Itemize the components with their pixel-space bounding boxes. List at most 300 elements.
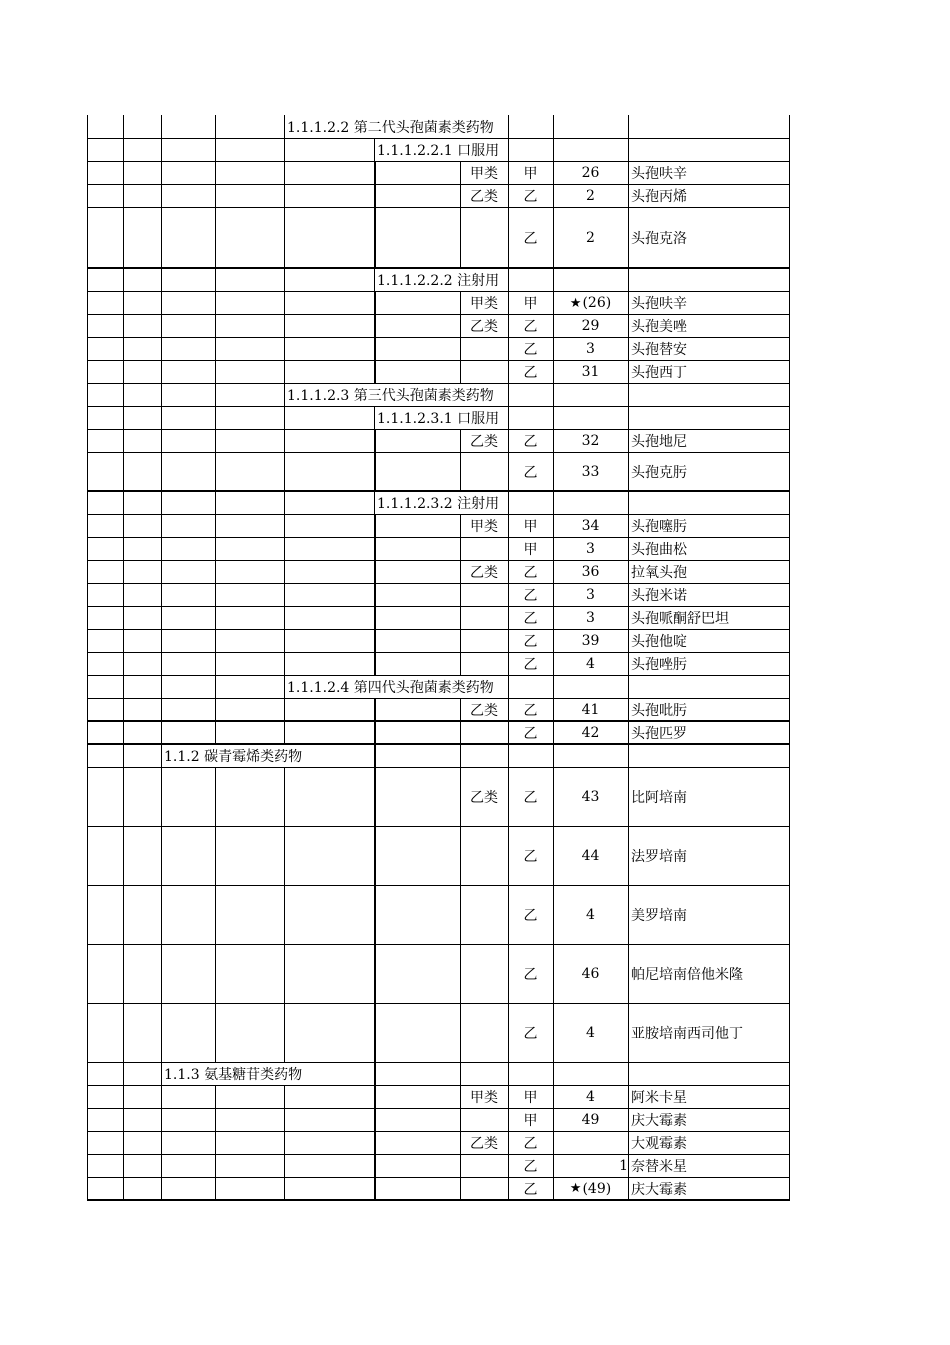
grid-line xyxy=(87,115,88,138)
category-cell: 甲类 xyxy=(470,296,498,312)
category-cell: 甲类 xyxy=(470,1090,498,1106)
code-cell xyxy=(553,886,628,944)
grid-line xyxy=(123,630,124,652)
grid-line xyxy=(87,722,88,743)
code-cell xyxy=(553,1086,628,1108)
grid-line xyxy=(553,384,554,406)
grid-line xyxy=(628,269,629,291)
code-cell xyxy=(553,515,628,537)
grid-line xyxy=(215,515,216,537)
grid-line xyxy=(553,676,554,698)
code-cell xyxy=(553,827,628,885)
drug-name-cell: 亚胺培南西司他丁 xyxy=(629,1004,743,1062)
grid-line xyxy=(374,699,376,720)
grid-line xyxy=(215,269,216,291)
grid-line xyxy=(87,361,88,383)
grid-line xyxy=(87,208,88,267)
drug-name-cell: 头孢呋辛 xyxy=(629,162,687,184)
table-row xyxy=(87,584,790,607)
code-value: 34 xyxy=(581,518,600,534)
grid-line xyxy=(161,162,162,184)
grid-line xyxy=(789,653,790,675)
category-cell: 乙类 xyxy=(470,434,498,450)
grid-line xyxy=(87,561,88,583)
level-cell: 甲 xyxy=(523,519,538,535)
grid-line xyxy=(123,945,124,1003)
table-row xyxy=(87,945,790,1004)
grid-line xyxy=(789,139,790,161)
grid-line xyxy=(161,384,162,406)
grid-line xyxy=(374,292,376,314)
drug-name-cell: 头孢呋辛 xyxy=(629,292,687,314)
grid-line xyxy=(374,722,376,743)
grid-line xyxy=(123,538,124,560)
category-cell: 乙类 xyxy=(470,565,498,581)
grid-line xyxy=(123,722,124,743)
grid-line xyxy=(123,185,124,207)
grid-line xyxy=(374,827,376,885)
grid-line xyxy=(123,1063,124,1085)
grid-line xyxy=(87,1178,88,1199)
level-cell: 乙 xyxy=(523,790,538,806)
grid-line xyxy=(789,185,790,207)
grid-line xyxy=(789,886,790,944)
drug-name-cell: 头孢吡肟 xyxy=(629,699,687,720)
level-cell: 乙 xyxy=(523,657,538,673)
grid-line xyxy=(161,699,162,720)
grid-line xyxy=(789,1109,790,1131)
grid-line xyxy=(123,1004,124,1062)
drug-name-cell: 头孢唑肟 xyxy=(629,653,687,675)
grid-line xyxy=(789,515,790,537)
section-heading: 1.1.1.2.3 第三代头孢菌素类药物 xyxy=(285,384,494,406)
grid-line xyxy=(789,430,790,452)
grid-line xyxy=(284,315,285,337)
drug-name-cell: 头孢丙烯 xyxy=(629,185,687,207)
code-cell xyxy=(553,1132,628,1154)
table-row xyxy=(87,208,790,269)
table-row xyxy=(87,515,790,538)
grid-line xyxy=(374,515,376,537)
grid-line xyxy=(284,1086,285,1108)
grid-line xyxy=(460,722,461,743)
grid-line xyxy=(374,162,376,184)
grid-line xyxy=(87,185,88,207)
grid-line xyxy=(374,538,376,560)
code-value: 39 xyxy=(581,633,600,649)
table-row xyxy=(87,1132,790,1155)
code-cell xyxy=(553,945,628,1003)
code-value: 4 xyxy=(586,656,595,672)
grid-line xyxy=(161,430,162,452)
grid-line xyxy=(284,185,285,207)
grid-line xyxy=(508,745,509,767)
grid-line xyxy=(161,139,162,161)
code-value: 3 xyxy=(586,587,595,603)
code-value: (49) xyxy=(582,1180,612,1197)
grid-line xyxy=(460,1109,461,1131)
level-cell: 乙 xyxy=(523,849,538,865)
grid-line xyxy=(215,1178,216,1199)
section-row xyxy=(87,407,790,430)
grid-line xyxy=(460,208,461,267)
grid-line xyxy=(161,292,162,314)
grid-line xyxy=(215,561,216,583)
grid-line xyxy=(460,538,461,560)
category-cell: 乙类 xyxy=(470,702,498,719)
category-cell: 乙类 xyxy=(470,319,498,335)
grid-line xyxy=(87,768,88,826)
grid-line xyxy=(87,1004,88,1062)
grid-line xyxy=(123,292,124,314)
code-value: 2 xyxy=(586,188,595,204)
drug-name-cell: 头孢曲松 xyxy=(629,538,687,560)
level-cell: 乙 xyxy=(523,634,538,650)
grid-line xyxy=(87,453,88,490)
drug-name-cell: 美罗培南 xyxy=(629,886,687,944)
grid-line xyxy=(215,361,216,383)
grid-line xyxy=(215,430,216,452)
grid-line xyxy=(161,630,162,652)
grid-line xyxy=(628,676,629,698)
grid-line xyxy=(161,1086,162,1108)
code-cell xyxy=(553,699,628,720)
grid-line xyxy=(284,292,285,314)
table-row xyxy=(87,538,790,561)
grid-line xyxy=(508,492,509,514)
drug-name-cell: 奈替米星 xyxy=(629,1155,687,1177)
grid-line xyxy=(87,515,88,537)
code-cell xyxy=(553,315,628,337)
grid-line xyxy=(284,338,285,360)
grid-line xyxy=(215,407,216,429)
level-cell: 乙 xyxy=(523,319,538,335)
level-cell: 甲 xyxy=(523,1113,538,1129)
grid-line xyxy=(508,384,509,406)
code-value: 46 xyxy=(581,966,600,982)
grid-line xyxy=(215,607,216,629)
table-row xyxy=(87,315,790,338)
level-cell: 乙 xyxy=(523,189,538,205)
grid-line xyxy=(789,827,790,885)
section-heading: 1.1.3 氨基糖苷类药物 xyxy=(162,1063,302,1085)
grid-line xyxy=(215,453,216,490)
grid-line xyxy=(284,945,285,1003)
grid-line xyxy=(123,1155,124,1177)
table-row xyxy=(87,630,790,653)
grid-line xyxy=(374,653,376,675)
grid-line xyxy=(284,453,285,490)
grid-line xyxy=(789,208,790,267)
grid-line xyxy=(374,745,376,767)
grid-line xyxy=(215,492,216,514)
grid-line xyxy=(87,945,88,1003)
grid-line xyxy=(374,430,376,452)
category-cell: 甲类 xyxy=(470,166,498,182)
code-value: 32 xyxy=(581,433,600,449)
grid-line xyxy=(789,699,790,720)
grid-line xyxy=(161,676,162,698)
drug-name-cell: 庆大霉素 xyxy=(629,1109,687,1131)
grid-line xyxy=(87,407,88,429)
grid-line xyxy=(87,1109,88,1131)
code-cell xyxy=(553,1004,628,1062)
grid-line xyxy=(215,630,216,652)
code-value: 41 xyxy=(581,701,600,718)
grid-line xyxy=(460,338,461,360)
drug-name-cell: 头孢美唑 xyxy=(629,315,687,337)
grid-line xyxy=(789,630,790,652)
grid-line xyxy=(87,338,88,360)
grid-line xyxy=(87,607,88,629)
grid-line xyxy=(123,653,124,675)
drug-name-cell: 头孢米诺 xyxy=(629,584,687,606)
code-value: 44 xyxy=(581,848,600,864)
grid-line xyxy=(123,384,124,406)
grid-line xyxy=(460,653,461,675)
grid-line xyxy=(284,492,285,514)
level-cell: 乙 xyxy=(523,967,538,983)
level-cell: 乙 xyxy=(523,434,538,450)
grid-line xyxy=(460,745,461,767)
grid-line xyxy=(374,1109,376,1131)
grid-line xyxy=(87,1132,88,1154)
grid-line xyxy=(553,269,554,291)
grid-line xyxy=(87,630,88,652)
level-cell: 乙 xyxy=(523,464,538,481)
grid-line xyxy=(215,722,216,743)
grid-line xyxy=(789,1178,790,1199)
grid-line xyxy=(789,361,790,383)
grid-line xyxy=(789,315,790,337)
grid-line xyxy=(508,139,509,161)
section-row xyxy=(87,115,790,139)
grid-line xyxy=(789,538,790,560)
grid-line xyxy=(215,945,216,1003)
table-row xyxy=(87,561,790,584)
grid-line xyxy=(87,676,88,698)
grid-line xyxy=(161,945,162,1003)
grid-line xyxy=(284,886,285,944)
level-cell: 甲 xyxy=(523,1090,538,1106)
grid-line xyxy=(161,1004,162,1062)
grid-line xyxy=(553,492,554,514)
grid-line xyxy=(284,827,285,885)
table-row xyxy=(87,886,790,945)
section-heading: 1.1.1.2.3.1 口服用 xyxy=(375,407,499,429)
code-cell xyxy=(553,361,628,383)
level-cell: 乙 xyxy=(523,565,538,581)
section-heading: 1.1.1.2.2 第二代头孢菌素类药物 xyxy=(285,115,494,138)
section-row xyxy=(87,1063,790,1086)
grid-line xyxy=(215,1004,216,1062)
code-value: 2 xyxy=(586,229,595,246)
grid-line xyxy=(460,827,461,885)
drug-name-cell: 头孢替安 xyxy=(629,338,687,360)
grid-line xyxy=(284,722,285,743)
grid-line xyxy=(123,269,124,291)
grid-line xyxy=(789,115,790,138)
section-heading: 1.1.2 碳青霉烯类药物 xyxy=(162,745,302,767)
grid-line xyxy=(628,115,629,138)
table-row xyxy=(87,1086,790,1109)
level-cell: 乙 xyxy=(523,342,538,358)
grid-line xyxy=(374,453,376,490)
code-value: 36 xyxy=(581,564,600,580)
grid-line xyxy=(161,561,162,583)
grid-line xyxy=(215,768,216,826)
grid-line xyxy=(215,1155,216,1177)
grid-line xyxy=(284,1004,285,1062)
grid-line xyxy=(123,745,124,767)
grid-line xyxy=(374,338,376,360)
grid-line xyxy=(284,630,285,652)
section-row xyxy=(87,269,790,292)
code-cell xyxy=(553,630,628,652)
grid-line xyxy=(284,430,285,452)
grid-line xyxy=(123,492,124,514)
grid-line xyxy=(460,453,461,490)
grid-line xyxy=(553,407,554,429)
grid-line xyxy=(215,1086,216,1108)
drug-name-cell: 头孢地尼 xyxy=(629,430,687,452)
grid-line xyxy=(123,208,124,267)
code-cell xyxy=(553,208,628,267)
grid-line xyxy=(87,315,88,337)
code-value: (26) xyxy=(582,295,612,311)
grid-line xyxy=(87,384,88,406)
grid-line xyxy=(460,1155,461,1177)
grid-line xyxy=(215,676,216,698)
grid-line xyxy=(161,269,162,291)
star-icon: ★ xyxy=(569,295,582,311)
grid-line xyxy=(789,1086,790,1108)
grid-line xyxy=(284,515,285,537)
category-cell: 乙类 xyxy=(470,189,498,205)
drug-name-cell: 头孢匹罗 xyxy=(629,722,687,743)
grid-line xyxy=(161,361,162,383)
grid-line xyxy=(374,1086,376,1108)
table-row xyxy=(87,607,790,630)
grid-line xyxy=(161,1132,162,1154)
grid-line xyxy=(215,208,216,267)
section-heading: 1.1.1.2.3.2 注射用 xyxy=(375,492,499,514)
grid-line xyxy=(284,269,285,291)
level-cell: 甲 xyxy=(523,296,538,312)
grid-line xyxy=(215,584,216,606)
grid-line xyxy=(215,292,216,314)
code-cell xyxy=(553,653,628,675)
drug-name-cell: 头孢哌酮舒巴坦 xyxy=(629,607,729,629)
code-cell xyxy=(553,538,628,560)
code-value: 43 xyxy=(581,789,600,805)
drug-name-cell: 帕尼培南倍他米隆 xyxy=(629,945,743,1003)
grid-line xyxy=(161,453,162,490)
grid-line xyxy=(87,584,88,606)
code-value: 3 xyxy=(586,610,595,626)
grid-line xyxy=(460,1178,461,1199)
code-value: 26 xyxy=(581,165,600,181)
grid-line xyxy=(789,269,790,291)
grid-line xyxy=(161,1155,162,1177)
grid-line xyxy=(161,515,162,537)
grid-line xyxy=(123,676,124,698)
code-cell xyxy=(553,768,628,826)
drug-name-cell: 头孢克肟 xyxy=(629,453,687,490)
grid-line xyxy=(789,1004,790,1062)
grid-line xyxy=(460,886,461,944)
code-value: 4 xyxy=(586,907,595,923)
star-icon: ★ xyxy=(569,1181,582,1196)
grid-line xyxy=(87,162,88,184)
grid-line xyxy=(628,139,629,161)
grid-line xyxy=(284,561,285,583)
grid-line xyxy=(374,1155,376,1177)
drug-name-cell: 头孢噻肟 xyxy=(629,515,687,537)
grid-line xyxy=(789,676,790,698)
grid-line xyxy=(161,1109,162,1131)
grid-line xyxy=(460,584,461,606)
grid-line xyxy=(161,886,162,944)
grid-line xyxy=(215,653,216,675)
code-cell xyxy=(553,430,628,452)
grid-line xyxy=(87,886,88,944)
code-value: 4 xyxy=(586,1089,595,1105)
section-row xyxy=(87,676,790,699)
grid-line xyxy=(87,538,88,560)
grid-line xyxy=(374,945,376,1003)
drug-name-cell: 大观霉素 xyxy=(629,1132,687,1154)
grid-line xyxy=(87,269,88,291)
code-value: 4 xyxy=(586,1025,595,1041)
drug-name-cell: 头孢克洛 xyxy=(629,208,687,267)
code-value: 1 xyxy=(619,1158,628,1174)
grid-line xyxy=(628,745,629,767)
grid-line xyxy=(284,653,285,675)
level-cell: 乙 xyxy=(523,1159,538,1175)
section-row xyxy=(87,384,790,407)
grid-line xyxy=(215,338,216,360)
grid-line xyxy=(789,292,790,314)
grid-line xyxy=(123,584,124,606)
grid-line xyxy=(789,768,790,826)
grid-line xyxy=(374,1004,376,1062)
grid-line xyxy=(215,185,216,207)
grid-line xyxy=(460,1063,461,1085)
code-cell xyxy=(553,162,628,184)
section-heading: 1.1.1.2.2.1 口服用 xyxy=(375,139,499,161)
grid-line xyxy=(161,208,162,267)
grid-line xyxy=(374,208,376,267)
grid-line xyxy=(123,453,124,490)
level-cell: 乙 xyxy=(523,365,538,381)
code-cell xyxy=(553,292,628,314)
grid-line xyxy=(374,607,376,629)
grid-line xyxy=(123,827,124,885)
spreadsheet-table xyxy=(87,115,790,1201)
table-row xyxy=(87,699,790,722)
grid-line xyxy=(87,139,88,161)
grid-line xyxy=(284,407,285,429)
grid-line xyxy=(87,292,88,314)
drug-name-cell: 头孢他啶 xyxy=(629,630,687,652)
grid-line xyxy=(215,827,216,885)
code-cell xyxy=(553,1155,636,1177)
grid-line xyxy=(789,407,790,429)
drug-name-cell: 阿米卡星 xyxy=(629,1086,687,1108)
grid-line xyxy=(374,1063,376,1085)
grid-line xyxy=(284,139,285,161)
